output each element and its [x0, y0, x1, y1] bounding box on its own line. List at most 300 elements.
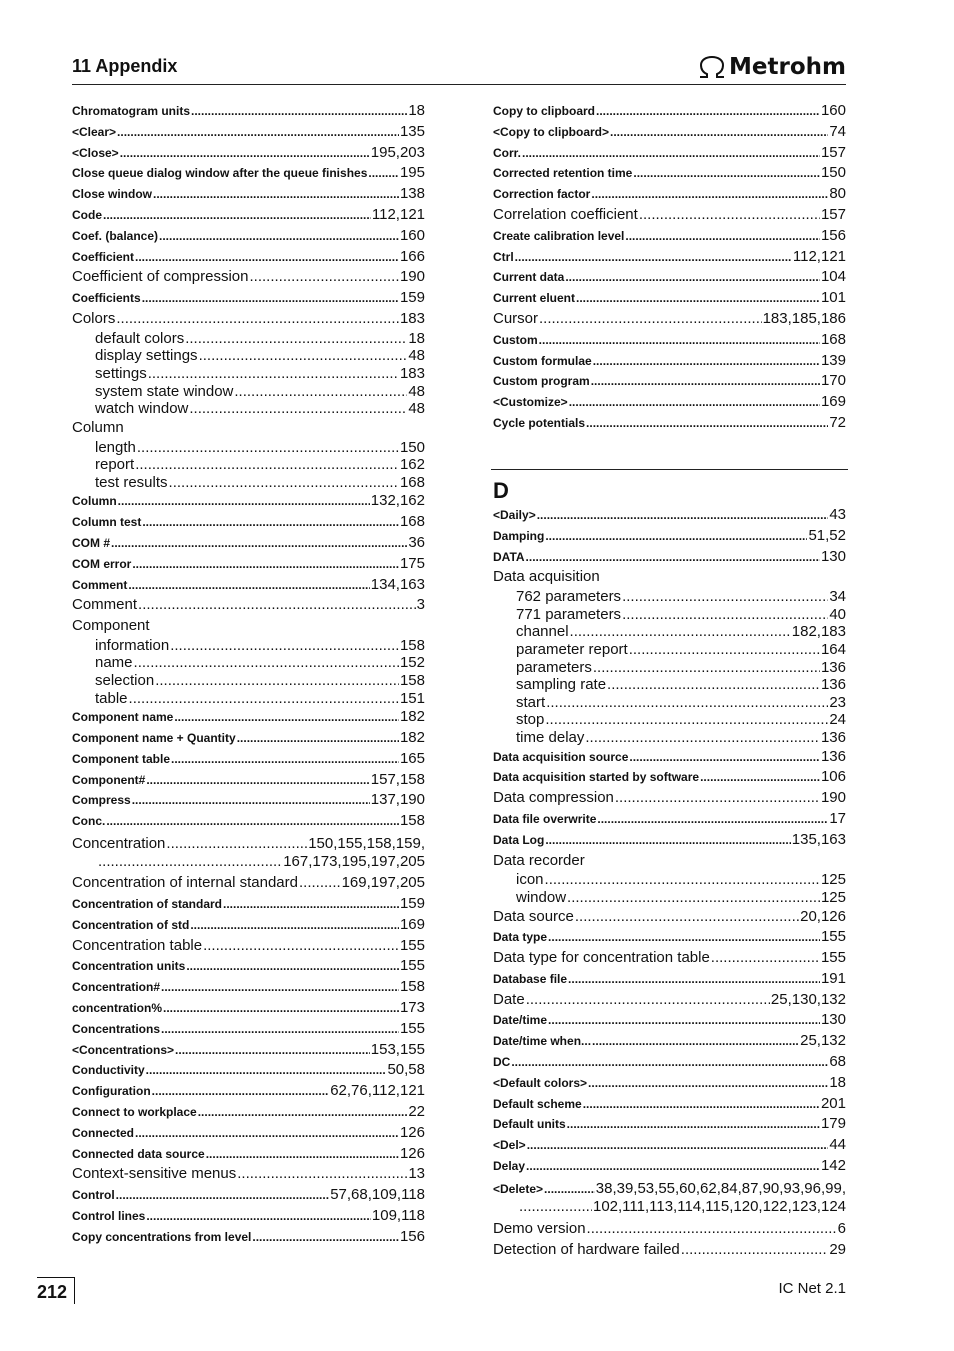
entry-term: Concentration units: [72, 959, 186, 974]
index-entry: [72, 1123, 425, 1144]
dot-leader: [116, 1185, 330, 1206]
entry-pages: 130: [820, 547, 846, 565]
dot-leader: [118, 491, 370, 512]
index-entry: [72, 439, 425, 457]
dot-leader: [593, 351, 820, 372]
dot-leader: [234, 383, 407, 401]
entry-term: Data compression: [493, 789, 614, 807]
dot-leader: [511, 1052, 828, 1073]
entry-term: Connected: [72, 1125, 135, 1140]
dot-leader: [134, 654, 399, 672]
entry-term: COM error: [72, 556, 132, 571]
index-entry: [72, 998, 425, 1019]
dot-leader: [163, 998, 399, 1019]
entry-term: Create calibration level: [493, 228, 625, 243]
entry-term: Coef. (balance): [72, 228, 159, 243]
entry-pages: 20,126: [800, 907, 846, 925]
index-entry: [493, 889, 846, 907]
index-entry: [493, 247, 846, 268]
index-entry: [493, 101, 846, 122]
index-entry: [72, 512, 425, 533]
entry-term: Connect to workplace: [72, 1105, 197, 1119]
page-number: 212: [37, 1277, 75, 1304]
index-entry: [72, 205, 425, 226]
index-entry: [72, 654, 425, 672]
entry-term: parameters: [516, 658, 592, 676]
entry-pages: 168: [820, 330, 846, 348]
entry-term: Default units: [493, 1117, 566, 1132]
dot-leader: [237, 728, 399, 749]
dot-leader: [191, 101, 407, 122]
entry-term: Component table: [72, 751, 170, 766]
dot-leader: [576, 288, 820, 309]
entry-pages: 152: [399, 654, 425, 672]
index-entry: [493, 226, 846, 247]
entry-pages: 157: [820, 143, 846, 161]
dot-leader: [132, 790, 370, 811]
entry-pages: 167,173,195,197,205: [283, 852, 425, 870]
entry-term: Close queue dialog window after the queue finishes: [72, 166, 368, 181]
index-entry: [493, 330, 846, 351]
index-entry: [72, 728, 425, 749]
index-entry: [493, 371, 846, 392]
entry-pages: 112,121: [792, 247, 846, 265]
dot-leader: [98, 853, 282, 871]
entry-term: Date/time: [493, 1013, 548, 1028]
dot-leader: [539, 330, 820, 351]
entry-term: Context-sensitive menus: [72, 1165, 237, 1183]
entry-pages: 125: [820, 871, 846, 889]
entry-term: Corr.: [493, 145, 522, 160]
dot-leader: [567, 1114, 820, 1135]
index-entry: [493, 851, 846, 872]
entry-term: <Del>: [493, 1138, 526, 1153]
index-entry: [72, 595, 425, 616]
dot-leader: [633, 163, 820, 184]
entry-pages: 183: [399, 364, 425, 382]
index-entry: [493, 1198, 846, 1216]
dot-leader: [583, 1094, 820, 1115]
dot-leader: [135, 456, 399, 474]
entry-pages: 158: [399, 672, 425, 690]
entry-term: Component#: [72, 772, 146, 787]
entry-term: Concentration of std: [72, 917, 190, 932]
dot-leader: [190, 915, 399, 936]
dot-leader: [111, 533, 407, 554]
dot-leader: [592, 1031, 799, 1052]
dot-leader: [586, 413, 828, 434]
index-entry: [72, 1019, 425, 1040]
dot-leader: [186, 956, 399, 977]
dot-leader: [106, 811, 399, 832]
dot-leader: [522, 143, 820, 164]
dot-leader: [568, 969, 820, 990]
entry-term: <Clear>: [72, 124, 117, 139]
index-entry: [493, 767, 846, 788]
entry-pages: 132,162: [370, 492, 425, 510]
index-entry: [72, 637, 425, 655]
dot-leader: [249, 267, 398, 288]
dot-leader: [527, 1135, 829, 1156]
entry-pages: 18: [408, 329, 425, 347]
index-entry: [493, 788, 846, 809]
entry-term: DATA: [493, 549, 525, 564]
entry-term: Concentration: [72, 835, 166, 853]
dot-leader: [625, 226, 820, 247]
entry-term: Conc.: [72, 814, 106, 829]
dot-leader: [146, 770, 369, 791]
entry-pages: 179: [820, 1115, 846, 1133]
index-entry: [493, 1094, 846, 1115]
entry-pages: 126: [399, 1144, 425, 1162]
entry-pages: 36: [408, 533, 425, 551]
dot-leader: [545, 871, 820, 889]
dot-leader: [120, 143, 370, 164]
entry-pages: 38,39,53,55,60,62,84,87,90,93,96,99,: [595, 1179, 846, 1197]
logo-text: Metrohm: [729, 54, 846, 80]
index-entry: [72, 456, 425, 474]
index-entry: [72, 936, 425, 957]
dot-leader: [545, 711, 828, 729]
dot-leader: [169, 474, 399, 492]
dot-leader: [155, 672, 399, 690]
index-entry: [493, 588, 846, 606]
dot-leader: [137, 439, 399, 457]
entry-term: system state window: [95, 382, 234, 400]
dot-leader: [591, 371, 820, 392]
entry-term: 771 parameters: [516, 605, 622, 623]
entry-pages: 18: [829, 1073, 846, 1091]
dot-leader: [596, 101, 820, 122]
dot-leader: [203, 936, 399, 957]
index-entry: [493, 729, 846, 747]
entry-term: table: [95, 689, 128, 707]
entry-pages: 168: [399, 473, 425, 491]
dot-leader: [588, 1073, 828, 1094]
entry-term: Correlation coefficient: [493, 205, 638, 223]
dot-leader: [189, 400, 407, 418]
product-name: IC Net 2.1: [778, 1280, 846, 1297]
entry-pages: 43: [829, 506, 846, 523]
dot-leader: [132, 554, 399, 575]
index-column-right-c: [493, 101, 846, 434]
entry-term: Data acquisition started by software: [493, 770, 700, 785]
dot-leader: [545, 526, 807, 547]
entry-pages: 158: [399, 978, 425, 996]
entry-term: Coefficient of compression: [72, 268, 249, 286]
index-entry: [493, 747, 846, 768]
entry-term: Conductivity: [72, 1063, 145, 1078]
entry-term: Chromatogram units: [72, 104, 191, 118]
index-entry: [72, 347, 425, 365]
entry-term: <Concentrations>: [72, 1042, 175, 1057]
dot-leader: [519, 1198, 592, 1216]
entry-pages: 135: [399, 122, 425, 140]
entry-pages: 74: [829, 122, 846, 140]
index-entry: [72, 1040, 425, 1061]
entry-pages: 17: [829, 809, 846, 827]
entry-pages: 51,52: [808, 526, 846, 544]
entry-term: icon: [516, 871, 544, 889]
index-entry: [72, 853, 425, 871]
dot-leader: [681, 1240, 829, 1261]
entry-term: Corrected retention time: [493, 166, 633, 181]
entry-pages: 50,58: [387, 1061, 425, 1079]
entry-term: Delay: [493, 1159, 526, 1174]
dot-leader: [185, 330, 407, 348]
dot-leader: [152, 1081, 330, 1102]
dot-leader: [610, 122, 828, 143]
entry-pages: 190: [820, 789, 846, 807]
index-entry: [72, 749, 425, 770]
entry-pages: 175: [399, 554, 425, 572]
dot-leader: [161, 1019, 399, 1040]
entry-pages: 155: [399, 936, 425, 954]
index-entry: [72, 894, 425, 915]
index-entry: [493, 288, 846, 309]
entry-pages: 155: [820, 928, 846, 946]
index-entry: [493, 809, 846, 830]
entry-pages: 112,121: [371, 205, 425, 223]
index-entry: [72, 365, 425, 383]
entry-term: Column: [72, 494, 117, 509]
index-entry: [493, 205, 846, 226]
entry-term: watch window: [95, 400, 189, 418]
dot-leader: [153, 184, 399, 205]
entry-pages: 109,118: [371, 1206, 425, 1224]
entry-pages: 160: [399, 226, 425, 244]
entry-pages: 182: [399, 708, 425, 726]
entry-pages: 48: [408, 400, 425, 418]
index-entry: [72, 309, 425, 330]
entry-term: Demo version: [493, 1220, 586, 1238]
entry-pages: 142: [820, 1157, 846, 1175]
entry-term: <Customize>: [493, 395, 568, 410]
index-entry: [72, 1144, 425, 1165]
entry-term: Colors: [72, 309, 116, 327]
index-entry: [72, 1185, 425, 1206]
entry-term: Detection of hardware failed: [493, 1240, 680, 1258]
index-entry: [72, 575, 425, 596]
entry-term: <Delete>: [493, 1181, 544, 1196]
index-entry: [493, 505, 846, 526]
entry-pages: 173: [399, 999, 425, 1017]
dot-leader: [629, 641, 820, 659]
index-entry: [72, 770, 425, 791]
entry-pages: 102,111,113,114,115,120,122,123,124: [592, 1198, 846, 1216]
omega-logo-icon: [697, 55, 727, 79]
entry-term: Cycle potentials: [493, 415, 586, 430]
entry-term: <Default colors>: [493, 1075, 588, 1090]
entry-pages: 158: [399, 812, 425, 830]
dot-leader: [544, 1181, 595, 1199]
entry-term: Control lines: [72, 1208, 146, 1223]
index-entry: [72, 554, 425, 575]
entry-term: Correction factor: [493, 187, 591, 202]
index-entry: [493, 1219, 846, 1240]
entry-pages: 201: [820, 1094, 846, 1112]
index-entry: [493, 122, 846, 143]
entry-term: report: [95, 456, 135, 474]
dot-leader: [539, 309, 762, 330]
entry-pages: 165: [399, 749, 425, 767]
index-entry: [72, 835, 425, 853]
entry-term: Coefficients: [72, 291, 141, 306]
entry-pages: 158: [399, 636, 425, 654]
dot-leader: [515, 247, 792, 268]
index-entry: [72, 956, 425, 977]
index-entry: [72, 915, 425, 936]
index-entry: [493, 676, 846, 694]
entry-term: Custom: [493, 332, 538, 347]
entry-term: Column: [72, 418, 124, 436]
entry-term: Data recorder: [493, 851, 585, 869]
entry-pages: 150,155,158,159,: [308, 835, 425, 853]
entry-pages: 153,155: [370, 1040, 425, 1058]
entry-term: window: [516, 888, 567, 906]
dot-leader: [591, 184, 828, 205]
entry-pages: 155: [399, 957, 425, 975]
entry-pages: 169,197,205: [341, 874, 425, 892]
index-entry: [72, 1164, 425, 1185]
entry-term: channel: [516, 623, 569, 641]
entry-pages: 104: [820, 268, 846, 286]
dot-leader: [128, 575, 369, 596]
dot-leader: [171, 749, 399, 770]
entry-term: Cursor: [493, 309, 539, 327]
entry-term: test results: [95, 473, 168, 491]
entry-pages: 168: [399, 513, 425, 531]
dot-leader: [548, 1010, 820, 1031]
dot-leader: [138, 595, 416, 616]
entry-term: Concentration table: [72, 936, 203, 954]
dot-leader: [135, 247, 399, 268]
index-entry: [493, 1180, 846, 1199]
entry-pages: 182,183: [791, 623, 846, 641]
index-entry: [493, 830, 846, 851]
entry-term: stop: [516, 711, 545, 729]
entry-term: Concentrations: [72, 1021, 161, 1036]
dot-leader: [622, 606, 828, 624]
index-entry: [72, 790, 425, 811]
dot-leader: [711, 948, 820, 969]
section-letter: D: [493, 478, 509, 503]
entry-term: time delay: [516, 728, 585, 746]
entry-pages: 125: [820, 888, 846, 906]
entry-pages: 18: [408, 102, 425, 119]
index-entry: [72, 288, 425, 309]
entry-term: default colors: [95, 329, 185, 347]
entry-term: Custom program: [493, 374, 590, 389]
entry-term: Coefficient: [72, 249, 135, 264]
entry-pages: 134,163: [370, 575, 425, 593]
entry-pages: 29: [829, 1240, 846, 1258]
index-entry: [493, 351, 846, 372]
entry-term: COM #: [72, 535, 111, 550]
dot-leader: [146, 1206, 371, 1227]
entry-term: length: [95, 438, 136, 456]
entry-term: concentration%: [72, 1001, 163, 1016]
dot-leader: [548, 927, 820, 948]
dot-leader: [161, 977, 399, 998]
index-entry: [72, 672, 425, 690]
index-entry: [72, 474, 425, 492]
dot-leader: [597, 809, 828, 830]
entry-term: Data type: [493, 930, 548, 945]
entry-term: Copy to clipboard: [493, 104, 595, 118]
entry-pages: 40: [829, 605, 846, 623]
entry-pages: 160: [820, 102, 846, 119]
entry-pages: 25,132: [800, 1032, 846, 1050]
entry-term: <Copy to clipboard>: [493, 124, 610, 139]
entry-term: Default scheme: [493, 1096, 582, 1111]
index-entry: [493, 927, 846, 948]
entry-term: Database file: [493, 971, 568, 986]
entry-pages: 157,158: [370, 770, 425, 788]
dot-leader: [526, 990, 770, 1011]
entry-term: Copy concentrations from level: [72, 1229, 252, 1244]
index-entry: [72, 1081, 425, 1102]
index-entry: [493, 413, 846, 434]
dot-leader: [103, 205, 371, 226]
index-entry: [72, 690, 425, 708]
entry-pages: 150: [820, 164, 846, 182]
index-entry: [72, 122, 425, 143]
index-entry: [72, 1102, 425, 1123]
entry-pages: 44: [829, 1136, 846, 1154]
entry-pages: 136: [820, 658, 846, 676]
index-entry: [493, 143, 846, 164]
dot-leader: [700, 767, 820, 788]
entry-term: Compress: [72, 793, 131, 808]
index-entry: [72, 1227, 425, 1248]
entry-pages: 136: [820, 747, 846, 765]
index-entry: [72, 491, 425, 512]
entry-term: parameter report: [516, 640, 628, 658]
dot-leader: [159, 226, 399, 247]
entry-pages: 136: [820, 676, 846, 694]
index-entry: [493, 606, 846, 624]
entry-pages: 170: [820, 372, 846, 390]
dot-leader: [526, 1156, 820, 1177]
section-title: 11 Appendix: [72, 56, 178, 76]
entry-pages: 155: [820, 949, 846, 967]
index-entry: [72, 873, 425, 894]
entry-pages: 130: [820, 1011, 846, 1029]
dot-leader: [629, 747, 820, 768]
entry-term: Damping: [493, 528, 545, 543]
index-entry: [72, 163, 425, 184]
entry-pages: 23: [829, 693, 846, 711]
index-entry: [72, 977, 425, 998]
index-column-right-d: [493, 505, 846, 1261]
entry-pages: 68: [829, 1053, 846, 1071]
metrohm-logo: [697, 54, 846, 80]
entry-pages: 6: [837, 1220, 846, 1238]
index-entry: [493, 1052, 846, 1073]
entry-term: Data type for concentration table: [493, 949, 710, 967]
entry-term: Data acquisition source: [493, 749, 629, 764]
entry-term: Current data: [493, 270, 565, 285]
index-entry: [72, 400, 425, 418]
index-entry: [72, 811, 425, 832]
entry-term: Column test: [72, 515, 142, 530]
dot-leader: [526, 547, 820, 568]
entry-pages: 80: [829, 185, 846, 203]
index-entry: [493, 641, 846, 659]
entry-term: Data source: [493, 907, 574, 925]
dot-leader: [546, 694, 828, 712]
